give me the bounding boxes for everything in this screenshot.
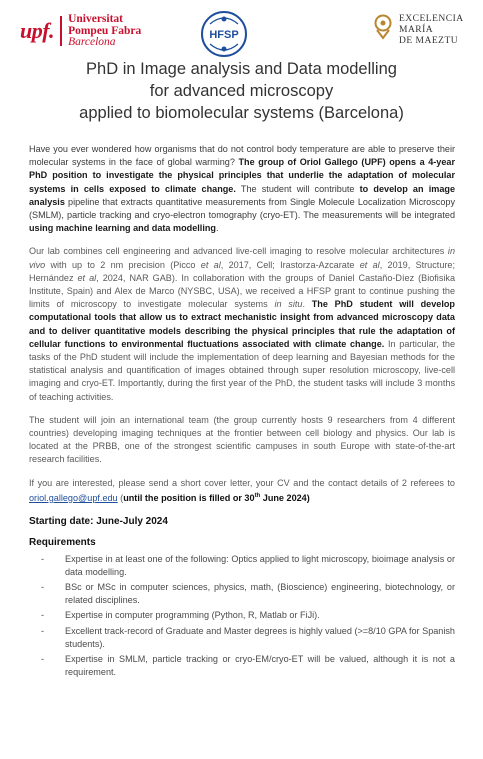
list-item: - BSc or MSc in computer sciences, physics, math, (Bioscience) engineering, biotechnology, or related disciplines. <box>65 581 455 607</box>
starting-date: Starting date: June-July 2024 <box>29 516 168 528</box>
maria-de-maeztu-logo <box>373 14 464 47</box>
title-line1: PhD in Image analysis and Data modelling <box>86 60 397 78</box>
hfsp-logo <box>200 10 248 58</box>
maeztu-line1: EXCELENCIA <box>399 14 464 24</box>
list-item: - Expertise in SMLM, particle tracking or cryo-EM/cryo-ET will be valued, although it is not a requirement. <box>65 653 455 679</box>
lab-paragraph: Our lab combines cell engineering and advanced live-cell imaging to resolve molecular architectures in vivo with up to 2 nm precision (Picco et al, 2017, Cell; Irastorza-Azcarate et al, 2019, Structure; Hernández et al, 2024, NAR GAB). In collaboration with the groups of Daniel Castaño-Díez (Biofisika Institute, Spain) and Alex de Marco (NYSBC, USA), we received a HFSP grant to continue pushing the limits of microscopy to investigate molecular systems in situ. The PhD student will develop computational tools that allow us to extract mechanistic insight from advanced microscopy data and to deliver quantitative models describing the physical principles that rule the adaptation of cellular functions to environmental fluctuations associated with climate change. In particular, the tasks of the PhD student will include the implementation of deep learning and Bayesian methods for the statistical analysis and quantification of images obtained through super resolution microscopy, live-cell imaging and cryo-ET. Importantly, during the first year of the PhD, the student tasks will include 3 months of teaching activities. <box>29 246 456 402</box>
contact-email-link[interactable]: oriol.gallego@upf.edu <box>29 492 118 503</box>
team-paragraph: The student will join an international team (the group currently hosts 9 researchers from 4 different countries) developing imaging techniques at the frontier between cell biology and physics. Our lab is located at the PRBB, one of the strongest scientific campuses in south Europe with state-of-the-art research facilities. <box>29 414 455 465</box>
maeztu-line2: MARÍA <box>399 25 434 35</box>
upf-logo <box>20 14 141 49</box>
list-item: - Expertise in computer programming (Python, R, Matlab or FiJi). <box>65 609 455 622</box>
posting-body <box>29 143 455 681</box>
upf-logo-mark: upf. <box>20 16 62 46</box>
intro-paragraph: Have you ever wondered how organisms that do not control body temperature are able to preserve their molecular systems in the face of global warming? The group of Oriol Gallego (UPF) opens a 4-year PhD position to investigate the physical principles that underlie the adaptation of molecular systems in cells exposed to climate change. The student will contribute to develop an image analysis pipeline that extracts quantitative measurements from Single Molecule Localization Microscopy (SMLM), particle tracking and cryo-electron tomography (cryo-ET). The measurements will be integrated using machine learning and data modelling. <box>29 144 455 234</box>
maeztu-logo-text <box>399 14 464 47</box>
requirements-list <box>29 553 455 680</box>
list-item: - Expertise in at least one of the following: Optics applied to light microscopy, bioimage analysis or data modelling. <box>65 553 455 579</box>
title-line3: applied to biomolecular systems (Barcelona) <box>79 104 404 122</box>
upf-line2: Pompeu Fabra <box>68 24 142 37</box>
title-line2: for advanced microscopy <box>149 82 334 100</box>
upf-line1: Universitat <box>68 13 123 25</box>
upf-logo-text <box>62 14 141 49</box>
list-item: - Excellent track-record of Graduate and Master degrees is highly valued (>=8/10 GPA for Spanish students). <box>65 625 455 651</box>
upf-line3: Barcelona <box>68 36 116 48</box>
maeztu-line3: DE MAEZTU <box>399 36 459 46</box>
maeztu-emblem-icon <box>373 14 393 40</box>
requirements-heading: Requirements <box>29 537 96 549</box>
page-title <box>20 58 463 124</box>
apply-paragraph: If you are interested, please send a short cover letter, your CV and the contact details of 2 referees to oriol.gallego@upf.edu (until the position is filled or 30th June 2024) <box>29 477 455 503</box>
hfsp-logo-label: HFSP <box>209 29 239 41</box>
